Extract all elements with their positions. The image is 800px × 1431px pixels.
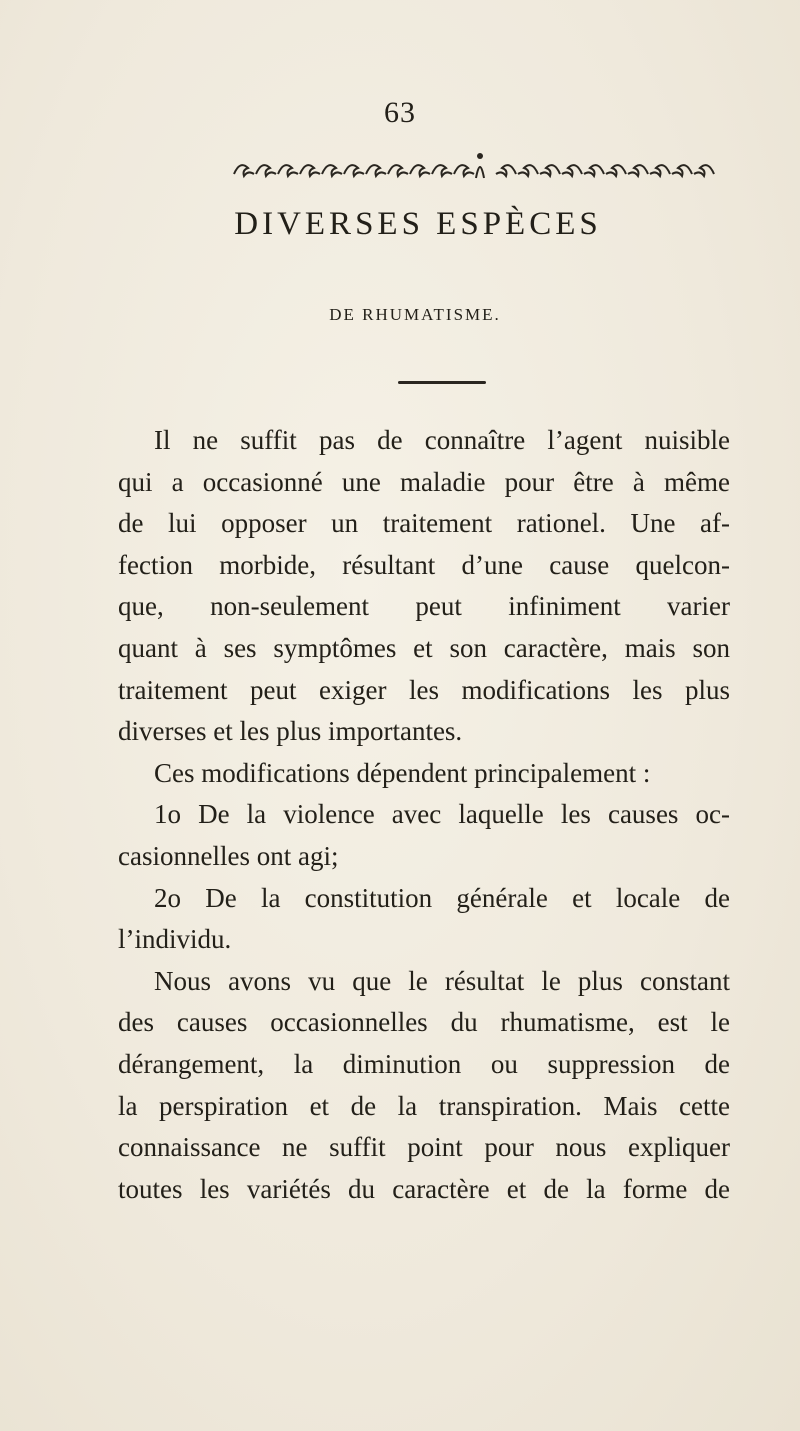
text-line: 2o De la constitution générale et locale de [154,882,730,913]
text-line: la perspiration et de la transpiration. Mais cette [118,1090,730,1121]
text-line: des causes occasionnelles du rhumatisme, est le [118,1007,730,1038]
text-line: casionnelles ont agi; [118,840,339,871]
text-line: que, non-seulement peut infiniment varier [118,591,730,622]
text-line: toutes les variétés du caractère et de la forme de [118,1173,730,1204]
text-line: 1o De la violence avec laquelle les causes oc- [154,799,730,830]
text-line: traitement peut exiger les modifications les plus [118,674,730,705]
text-line: quant à ses symptômes et son caractère, mais son [118,632,730,663]
text-line: diverses et les plus importantes. [118,716,463,747]
body-text [118,420,730,1210]
text-line: qui a occasionné une maladie pour être à même [118,466,730,497]
chapter-subtitle: DE RHUMATISME. [329,305,501,324]
text-line: Il ne suffit pas de connaître l’agent nuisible [154,425,730,455]
decorative-ornament-band [230,150,730,184]
text-line: dérangement, la diminution ou suppression de [118,1048,730,1079]
title-divider [398,381,486,384]
text-line: fection morbide, résultant d’une cause quelcon- [118,549,730,580]
chapter-title: DIVERSES ESPÈCES [234,206,602,242]
text-line: connaissance ne suffit point pour nous expliquer [118,1132,730,1163]
text-line: l’individu. [118,924,232,955]
text-line: Nous avons vu que le résultat le plus constant [154,965,730,996]
text-line: Ces modifications dépendent principalement : [154,757,651,788]
ornament-icon [230,150,730,184]
text-line: de lui opposer un traitement rationel. Une af- [118,508,730,539]
page-number: 63 [384,96,416,129]
